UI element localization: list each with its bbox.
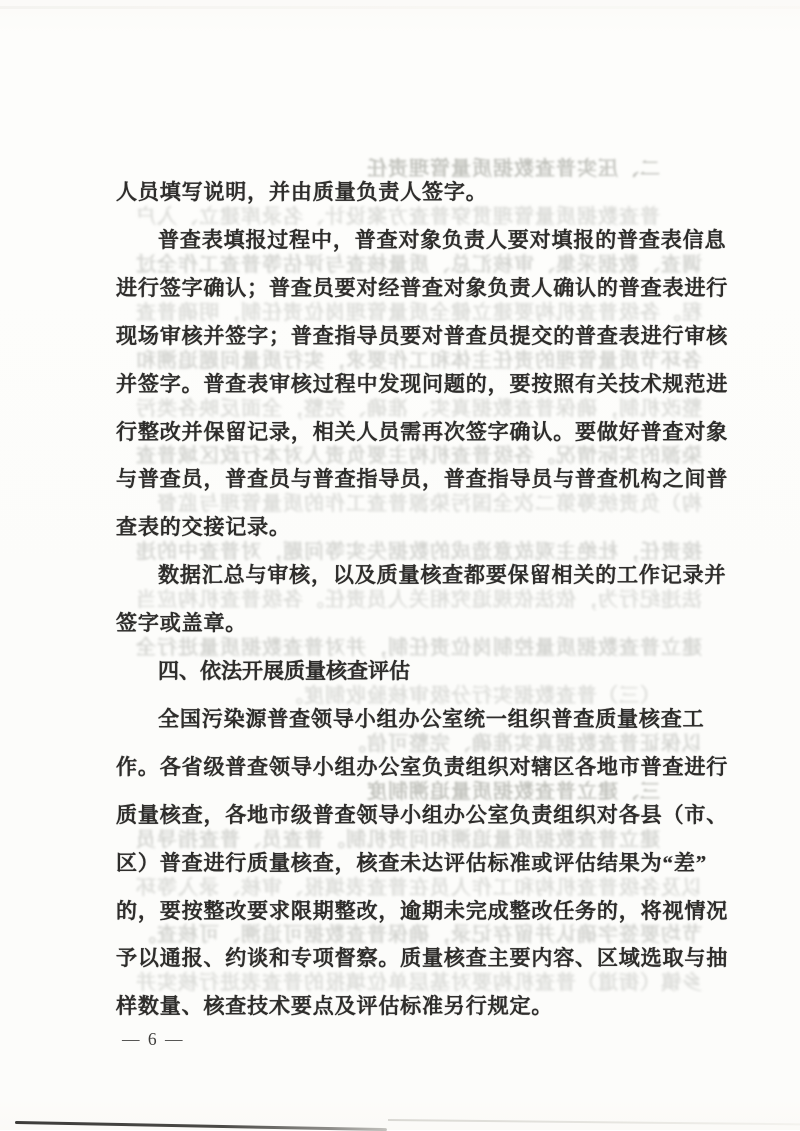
bleedthrough-line: 各环节质量管理的责任主体和工作要求，实行质量问题追溯和: [135, 349, 702, 372]
text-line: 予以通报、约谈和专项督察。质量核查主要内容、区域选取与抽: [116, 946, 729, 971]
text-line: 人员填写说明，并由质量负责人签字。: [116, 180, 488, 204]
bleedthrough-line: 程。各级普查机构要建立健全质量管理岗位责任制，明确普查: [135, 301, 702, 324]
page-number: — 6 —: [122, 1029, 185, 1049]
section-heading: 四、依法开展质量核查评估: [158, 660, 410, 683]
bleedthrough-line: 普查数据质量管理贯穿普查方案设计、名录库建立、入户: [135, 205, 660, 228]
bleedthrough-line: （三）普查数据实行分级审核验收制度。: [282, 684, 660, 707]
bleedthrough-line: 二、压实普查数据质量管理责任: [366, 158, 660, 180]
bleedthrough-line: 以及各级普查机构和工作人员在普查表填报、审核、录入等环: [135, 876, 702, 899]
bleedthrough-line: 节均要签字确认并留存记录，确保普查数据可追溯、可核查。: [135, 924, 702, 947]
bleedthrough-line: 染源的实际情况。各级普查机构主要负责人对本行政区域普查: [135, 445, 702, 468]
bleedthrough-line: 建立普查数据质量追溯和问责机制。普查员、普查指导员: [135, 828, 660, 851]
text-line: 的，要按整改要求限期整改，逾期未完成整改任务的，将视情况: [116, 898, 729, 923]
bleedthrough-line: 以保证普查数据真实准确、完整可信。: [345, 732, 702, 755]
text-line: 签字或盖章。: [116, 611, 248, 636]
bleedthrough-line: 乡镇（街道）普查机构要对基层单位填报的普查表进行核实并: [135, 972, 702, 995]
bleedthrough-line: 接责任，杜绝主观故意造成的数据失实等问题，对普查中的违: [135, 541, 702, 564]
text-line: 现场审核并签字；普查指导员要对普查员提交的普查表进行审核: [116, 323, 729, 348]
bleedthrough-line: 法违纪行为，依法依规追究相关人员责任。各级普查机构应当: [135, 589, 702, 612]
text-line: 样数量、核查技术要点及评估标准另行规定。: [116, 994, 554, 1019]
bleedthrough-line: 整改机制，确保普查数据真实、准确、完整，全面反映各类污: [135, 397, 702, 420]
bleedthrough-line: 建立普查数据质量控制岗位责任制，并对普查数据质量进行全: [135, 637, 702, 659]
bleedthrough-line: 调查、数据采集、审核汇总、质量核查与评估等普查工作全过: [135, 253, 702, 276]
text-line: 区）普查进行质量核查，核查未达评估标准或评估结果为“差”: [116, 850, 708, 875]
text-line: 普查表填报过程中，普查对象负责人要对填报的普查表信息: [158, 227, 727, 252]
text-line: 与普查员，普查员与普查指导员，普查指导员与普查机构之间普: [116, 467, 729, 492]
bleedthrough-line: 构）负责统筹第二次全国污染源普查工作的质量管理与监督: [156, 493, 702, 516]
text-line: 查表的交接记录。: [116, 515, 291, 540]
text-line: 行整改并保留记录，相关人员需再次签字确认。要做好普查对象: [116, 419, 729, 444]
text-line: 数据汇总与审核，以及质量核查都要保留相关的工作记录并: [158, 563, 727, 588]
text-line: 进行签字确认；普查员要对经普查对象负责人确认的普查表进行: [116, 275, 729, 300]
text-line: 全国污染源普查领导小组办公室统一组织普查质量核查工: [158, 706, 705, 731]
bleedthrough-line: 三、建立普查数据质量追溯制度: [366, 780, 660, 803]
text-line: 作。各省级普查领导小组办公室负责组织对辖区各地市普查进行: [116, 754, 729, 779]
text-line: 并签字。普查表审核过程中发现问题的，要按照有关技术规范进: [116, 371, 729, 396]
text-line: 质量核查，各地市级普查领导小组办公室负责组织对各县（市、: [116, 802, 729, 827]
